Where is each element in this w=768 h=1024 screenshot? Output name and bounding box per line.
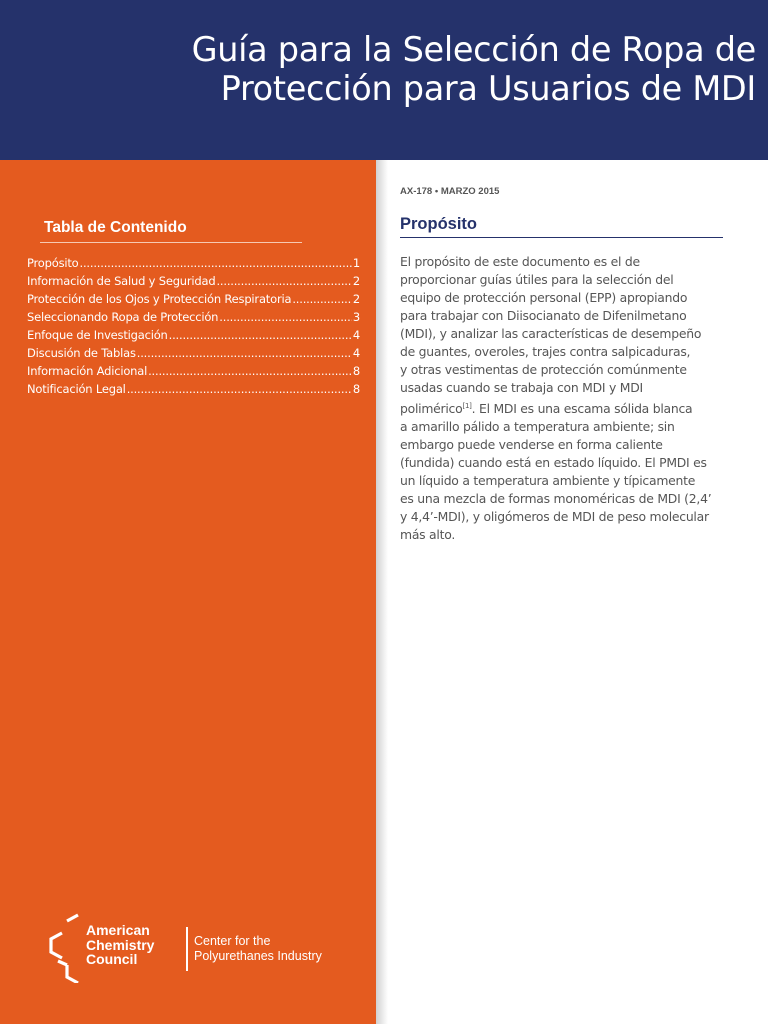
toc-item-page: 3 <box>352 310 360 324</box>
toc-item-tablas[interactable] <box>27 346 360 364</box>
toc-leader <box>80 256 352 270</box>
toc-item-ojos[interactable] <box>27 292 360 310</box>
title-line-1: Guía para la Selección de Ropa de <box>191 30 756 69</box>
toc-item-enfoque[interactable] <box>27 328 360 346</box>
body-text-part: polimérico <box>400 401 463 417</box>
toc-item-label: Protección de los Ojos y Protección Respiratoria <box>27 292 292 306</box>
toc-item-page: 8 <box>352 364 360 378</box>
toc-item-label: Enfoque de Investigación <box>27 328 168 342</box>
acc-line: Council <box>86 951 138 967</box>
cpi-wordmark <box>194 934 322 964</box>
logo-divider <box>186 927 188 971</box>
toc-item-page: 1 <box>352 256 360 270</box>
body-line <box>400 397 730 418</box>
body-line: equipo de protección personal (EPP) apropiando <box>400 290 688 305</box>
body-line: (MDI), y analizar las características de desempeño <box>400 326 702 341</box>
header-banner <box>0 0 768 160</box>
title-line-2: Protección para Usuarios de MDI <box>220 69 756 108</box>
toc-leader <box>169 328 352 342</box>
toc-leader <box>137 346 352 360</box>
body-text-part: . El MDI es una escama sólida blanca <box>471 401 693 417</box>
toc-title: Tabla de Contenido <box>44 219 187 236</box>
panel-shadow <box>376 160 388 1024</box>
document-id: AX-178 • MARZO 2015 <box>400 186 500 197</box>
body-line: más alto. <box>400 527 456 543</box>
toc-item-label: Notificación Legal <box>27 382 126 396</box>
toc-leader <box>292 292 352 306</box>
body-line: de guantes, overoles, trajes contra salpicaduras, <box>400 344 691 359</box>
acc-logo <box>46 913 356 983</box>
body-line: (fundida) cuando está en estado líquido. El PMDI es <box>400 455 707 471</box>
toc-item-adicional[interactable] <box>27 364 360 382</box>
toc-divider <box>40 242 302 243</box>
document-title <box>56 30 756 108</box>
section-body <box>400 253 730 544</box>
toc-leader <box>148 364 352 378</box>
body-line: embargo puede venderse en forma caliente <box>400 437 663 453</box>
acc-line: American <box>86 922 150 938</box>
body-line: proporcionar guías útiles para la selección del <box>400 272 674 287</box>
toc-item-label: Propósito <box>27 256 79 270</box>
section-title: Propósito <box>400 215 477 233</box>
cpi-line: Polyurethanes Industry <box>194 949 322 963</box>
toc-list <box>27 256 360 400</box>
body-line: a amarillo pálido a temperatura ambiente; sin <box>400 419 675 435</box>
toc-leader <box>127 382 352 396</box>
toc-item-label: Información de Salud y Seguridad <box>27 274 216 288</box>
toc-item-page: 2 <box>352 274 360 288</box>
acc-wordmark <box>86 923 154 967</box>
toc-leader <box>219 310 352 324</box>
toc-item-salud[interactable] <box>27 274 360 292</box>
body-line: y 4,4’-MDI), y oligómeros de MDI de peso molecular <box>400 509 709 525</box>
body-line: es una mezcla de formas monoméricas de MDI (2,4’ <box>400 491 712 507</box>
toc-item-legal[interactable] <box>27 382 360 400</box>
body-line: y otras vestimentas de protección comúnmente <box>400 362 687 377</box>
toc-item-page: 4 <box>352 328 360 342</box>
section-divider <box>400 237 723 238</box>
cpi-line: Center for the <box>194 934 271 948</box>
toc-leader <box>216 274 351 288</box>
acc-line: Chemistry <box>86 936 155 953</box>
toc-item-page: 8 <box>352 382 360 396</box>
reference-marker[interactable]: [1] <box>462 402 472 410</box>
toc-item-label: Discusión de Tablas <box>27 346 136 360</box>
body-line: usadas cuando se trabaja con MDI y MDI <box>400 380 643 395</box>
toc-item-page: 4 <box>352 346 360 360</box>
toc-item-proposito[interactable] <box>27 256 360 274</box>
toc-item-label: Información Adicional <box>27 364 148 378</box>
body-line: El propósito de este documento es el de <box>400 254 640 269</box>
body-line: un líquido a temperatura ambiente y típicamente <box>400 473 696 489</box>
toc-item-label: Seleccionando Ropa de Protección <box>27 310 219 324</box>
toc-item-page: 2 <box>352 292 360 306</box>
toc-item-ropa[interactable] <box>27 310 360 328</box>
body-line: para trabajar con Diisocianato de Difenilmetano <box>400 308 687 323</box>
